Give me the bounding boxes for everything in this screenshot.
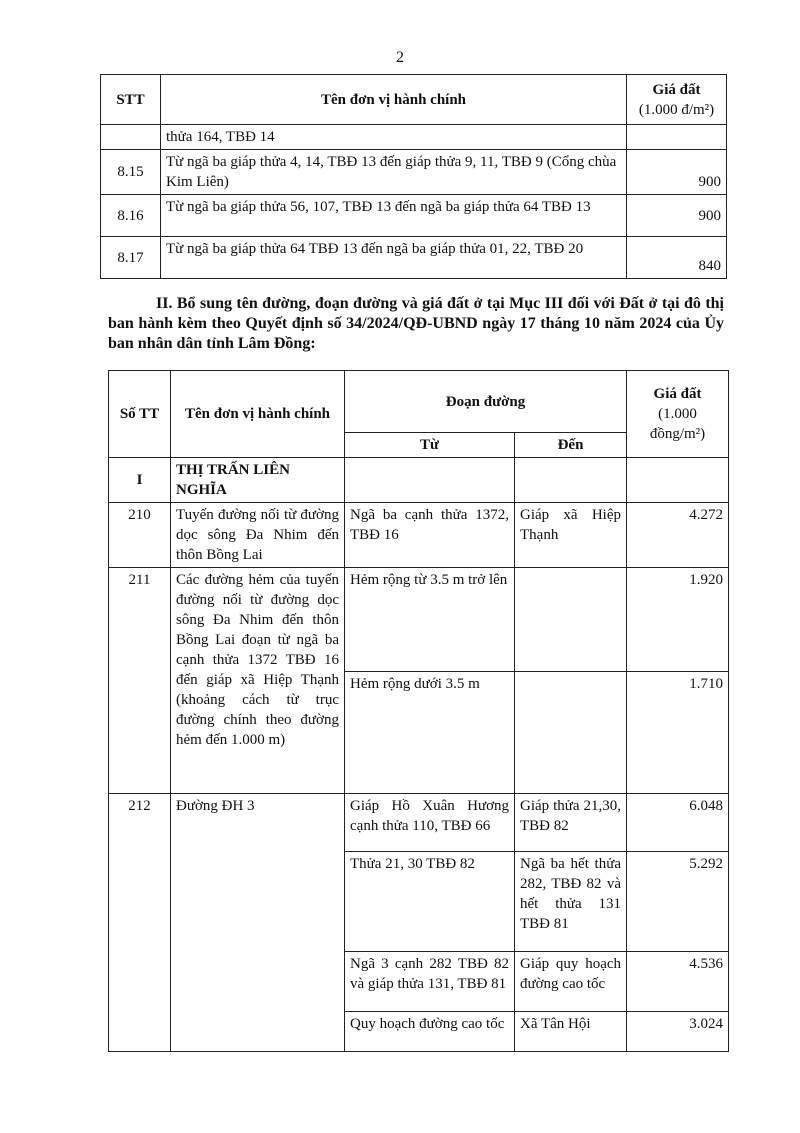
header-stt: Số TT [109, 371, 171, 458]
table-header-row [101, 75, 727, 125]
section-title: II. Bổ sung tên đường, đoạn đường và giá đất ở tại Mục III đối với Đất ở tại đô thị ban hành kèm theo Quyết định số 34/2024/QĐ-UBND ngày 17 tháng 10 năm 2024 của Ủy ban nhân dân tỉnh Lâm Đồng: [108, 295, 724, 352]
header-to: Đến [515, 433, 627, 458]
table-row: Quy hoạch đường cao tốc Xã Tân Hội 3.024 [109, 1012, 729, 1052]
header-from: Từ [345, 433, 515, 458]
header-stt: STT [101, 75, 161, 125]
table-row: 8.16 Từ ngã ba giáp thửa 56, 107, TBĐ 13 đến ngã ba giáp thửa 64 TBĐ 13 900 [101, 195, 727, 237]
table-row: Hẻm rộng dưới 3.5 m 1.710 [109, 672, 729, 794]
table-row: Thửa 21, 30 TBĐ 82 Ngã ba hết thửa 282, TBĐ 82 và hết thửa 131 TBĐ 81 5.292 [109, 852, 729, 952]
table-row: 8.15 Từ ngã ba giáp thửa 4, 14, TBĐ 13 đến giáp thửa 9, 11, TBĐ 9 (Cổng chùa Kim Liên) 900 [101, 150, 727, 195]
header-name: Tên đơn vị hành chính [161, 75, 627, 125]
table-row: 212 Đường ĐH 3 Giáp Hồ Xuân Hương cạnh thửa 110, TBĐ 66 Giáp thửa 21,30, TBĐ 82 6.048 [109, 794, 729, 852]
table-row: thửa 164, TBĐ 14 [101, 125, 727, 150]
table-row: 210 Tuyến đường nối từ đường dọc sông Đa Nhim đến thôn Bồng Lai Ngã ba cạnh thửa 1372, TBĐ 16 Giáp xã Hiệp Thạnh 4.272 [109, 503, 729, 568]
urban-land-price-table [108, 370, 729, 1052]
table-row: Ngã 3 cạnh 282 TBĐ 82 và giáp thửa 131, TBĐ 81 Giáp quy hoạch đường cao tốc 4.536 [109, 952, 729, 1012]
header-price: Giá đất (1.000 đồng/m²) [627, 371, 729, 458]
table-header-row [109, 371, 729, 433]
price-table-continued [100, 74, 727, 279]
header-name: Tên đơn vị hành chính [171, 371, 345, 458]
table-row: 8.17 Từ ngã ba giáp thửa 64 TBĐ 13 đến ngã ba giáp thửa 01, 22, TBĐ 20 840 [101, 237, 727, 279]
table-row: 211 Các đường hẻm của tuyến đường nối từ đường dọc sông Đa Nhim đến thôn Bồng Lai đoạn từ ngã ba cạnh thửa 1372 TBĐ 16 đến giáp xã Hiệp Thạnh (khoảng cách từ trục đường chính theo đường hẻm đến 1.000 m) Hẻm rộng từ 3.5 m trở lên 1.920 [109, 568, 729, 672]
header-price: Giá đất (1.000 đ/m²) [627, 75, 727, 125]
group-row: I THỊ TRẤN LIÊN NGHĨA [109, 458, 729, 503]
page-number: 2 [396, 49, 404, 66]
header-segment: Đoạn đường [345, 371, 627, 433]
